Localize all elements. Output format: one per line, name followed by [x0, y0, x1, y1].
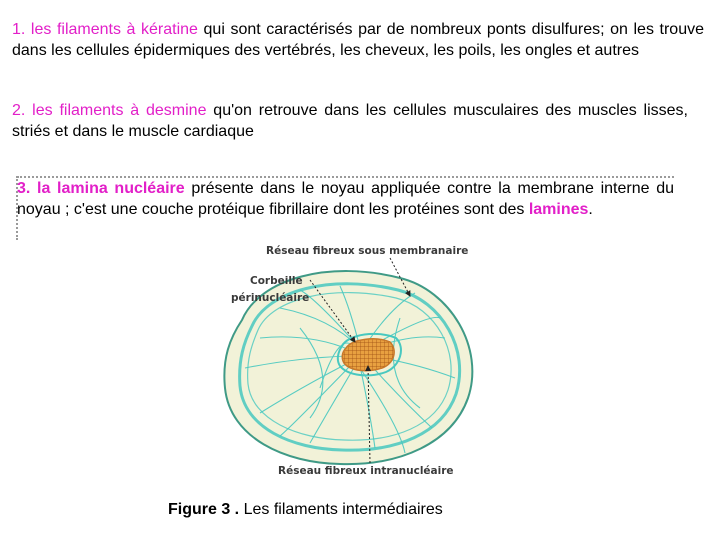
term-lamina: la lamina nucléaire [37, 180, 185, 197]
paragraph-number: 2. [12, 102, 26, 119]
caption-number: Figure 3 . [168, 501, 240, 518]
paragraph-text: qui sont caractérisés par de nombreux ponts disulfures; on les trouve dans les cellules épidermiques des vertébrés, les cheveux, les poils, les ongles et autres [12, 21, 704, 59]
paragraph-desmine [12, 100, 688, 142]
paragraph-number: 3. [17, 180, 31, 197]
paragraph-number: 1. [12, 21, 26, 38]
figure-caption [168, 500, 443, 520]
term-lamines: lamines [528, 201, 589, 218]
label-submembrane-network: Réseau fibreux sous membranaire [266, 245, 469, 257]
caption-text: Les filaments intermédiaires [239, 501, 443, 518]
paragraph-lamina [17, 178, 674, 220]
paragraph-text: présente dans le noyau appliquée contre la membrane interne du noyau ; c'est une couche protéique fibrillaire dont les protéines sont des [17, 180, 674, 218]
nucleus-intranuclear-network [342, 339, 394, 371]
label-perinuclear-basket-1: Corbeille [250, 275, 303, 287]
term-keratine: les filaments à kératine [30, 21, 198, 38]
figure-cell-diagram [200, 238, 520, 483]
label-intranuclear-network: Réseau fibreux intranucléaire [278, 465, 454, 477]
paragraph-end: . [588, 201, 593, 218]
paragraph-text: qu'on retrouve dans les cellules musculaires des muscles lisses, striés et dans le muscle cardiaque [12, 102, 688, 140]
paragraph-keratine [12, 19, 704, 61]
label-perinuclear-basket-2: périnucléaire [231, 292, 310, 304]
term-desmine: les filaments à desmine [32, 102, 207, 119]
